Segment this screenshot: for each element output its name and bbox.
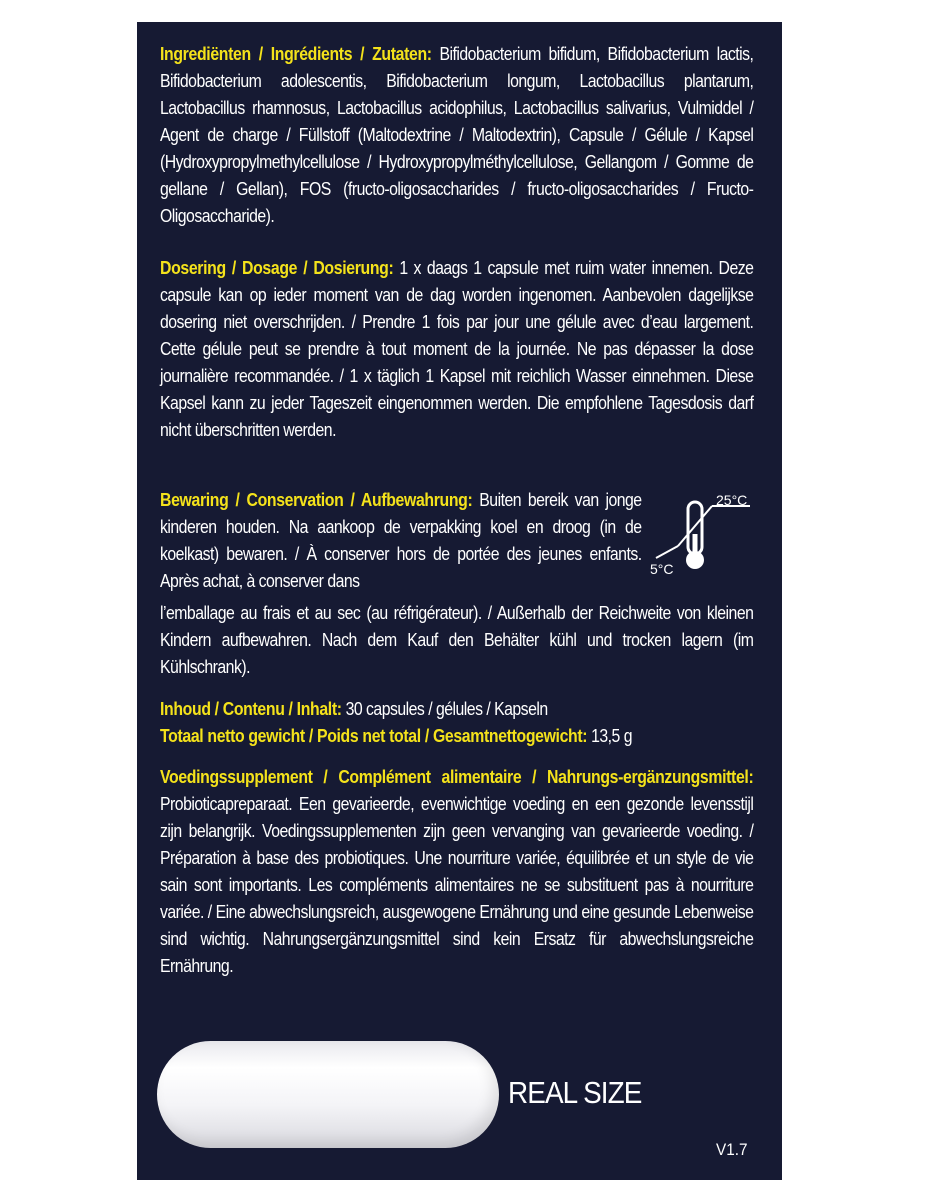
dosage-heading: Dosering / Dosage / Dosierung: xyxy=(160,257,394,278)
storage-section-continued xyxy=(160,599,753,680)
storage-heading: Bewaring / Conservation / Aufbewahrung: xyxy=(160,489,473,510)
content-section xyxy=(160,695,762,749)
ingredients-heading: Ingrediënten / Ingrédients / Zutaten: xyxy=(160,43,432,64)
weight-heading: Totaal netto gewicht / Poids net total / Gesamtnettogewicht: xyxy=(160,725,588,746)
storage-text-b: l’emballage au frais et au sec (au réfrigérateur). / Außerhalb der Reichweite von kleinen Kindern aufbewahren. Nach dem Kauf den Behälter kühl und trocken lagern (im Kühlschrank). xyxy=(160,602,754,677)
supplement-heading: Voedingssupplement / Complément alimentaire / Nahrungs-ergänzungsmittel: xyxy=(160,766,754,787)
content-heading: Inhoud / Contenu / Inhalt: xyxy=(160,698,342,719)
ingredients-text: Bifidobacterium bifidum, Bifidobacterium lactis, Bifidobacterium adolescentis, Bifidobacterium longum, Lactobacillus plantarum, Lactobacillus rhamnosus, Lactobacillus acidophilus, Lactobacillus salivarius, Vulmiddel / Agent de charge / Füllstoff (Maltodextrine / Maltodextrin), Capsule / Gélule / Kapsel (Hydroxypropylmethylcellulose / Hydroxypropylméthylcellulose, Gellangom / Gomme de gellane / Gellan), FOS (fructo-oligosaccharides / fructo-oligosaccharides / Fructo-Oligosaccharide). xyxy=(160,43,754,226)
temperature-low-label: 5°C xyxy=(650,561,674,577)
dosage-text: 1 x daags 1 capsule met ruim water innemen. Deze capsule kan op ieder moment van de dag worden ingenomen. Aanbevolen dagelijkse dosering niet overschrijden. / Prendre 1 fois par jour une gélule avec d’eau largement. Cette gélule peut se prendre à tout moment de la journée. Ne pas dépasser la dose journalière recommandée. / 1 x täglich 1 Kapsel mit reichlich Wasser einnehmen. Diese Kapsel kann zu jeder Tageszeit eingenommen werden. Die empfohlene Tagesdosis darf nicht überschritten werden. xyxy=(160,257,754,440)
ingredients-section xyxy=(160,40,753,229)
supplement-section xyxy=(160,763,753,979)
dosage-section xyxy=(160,254,753,443)
temperature-high-label: 25°C xyxy=(716,492,748,508)
capsule-image xyxy=(157,1041,499,1148)
weight-text: 13,5 g xyxy=(587,725,632,746)
supplement-text: Probioticapreparaat. Een gevarieerde, evenwichtige voeding en een gezonde levensstijl zijn belangrijk. Voedingssupplementen zijn geen vervanging van gevarieerde voeding. / Préparation à base des probiotiques. Une nourriture variée, équilibrée et un style de vie sain sont importants. Les compléments alimentaires ne se substituent pas à nourriture variée. / Eine abwechslungsreich, ausgewogene Ernährung und eine gesunde Lebenweise sind wichtig. Nahrungsergänzungsmittel sind kein Ersatz für abwechslungsreiche Ernährung. xyxy=(160,793,754,976)
real-size-label: REAL SIZE xyxy=(508,1075,642,1110)
version-label: V1.7 xyxy=(716,1140,748,1159)
storage-section xyxy=(160,486,642,594)
storage-text-a: Buiten bereik van jonge kinderen houden. Na aankoop de verpakking koel en droog (in de koelkast) bewaren. / À conserver hors de portée des jeunes enfants. Après achat, à conserver dans xyxy=(160,489,642,591)
content-text: 30 capsules / gélules / Kapseln xyxy=(341,698,548,719)
